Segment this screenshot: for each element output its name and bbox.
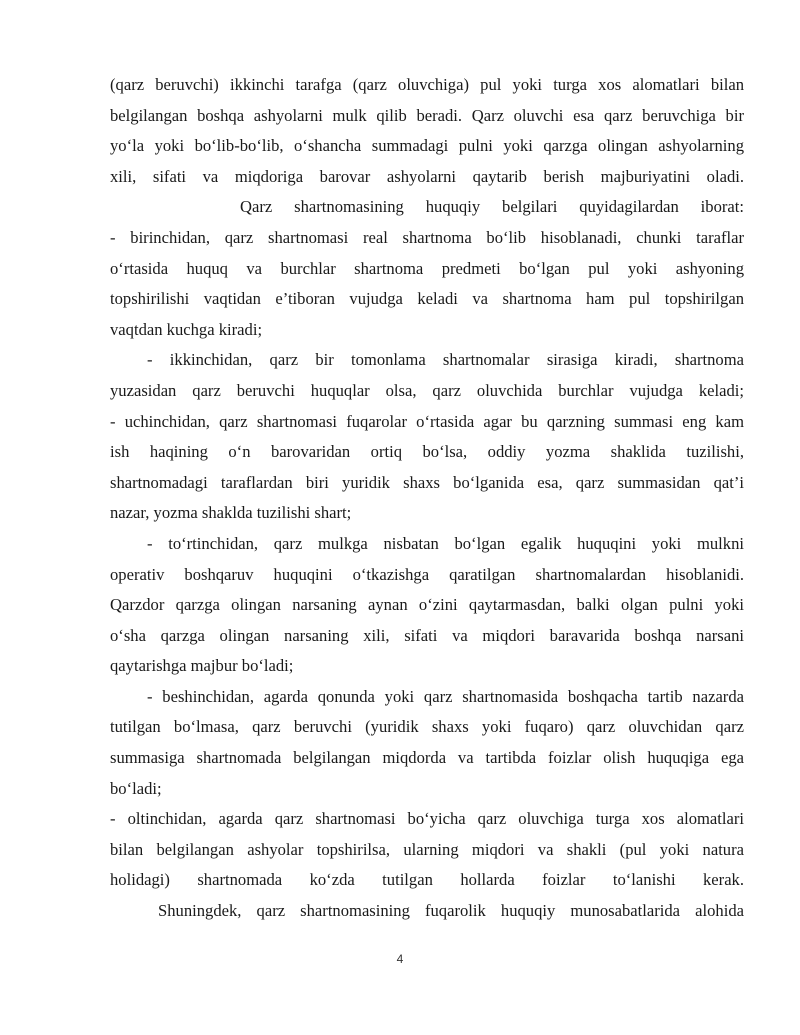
text-line: qaytarishga majbur bo‘ladi; [110, 656, 294, 676]
text-line: nazar, yozma shakldа tuzilishi shart; [110, 503, 352, 523]
text-line: (qarz beruvchi) ikkinchi tarafga (qarz oluvchiga) pul yoki turga xos alomatlari bilan [110, 75, 744, 94]
text-line: Shuningdek, qarz shartnomasining fuqarolik huquqiy munosabatlarida alohida [158, 901, 744, 921]
text-line: tutilgan bo‘lmasa, qarz beruvchi (yuridik shaxs yoki fuqaro) qarz oluvchidan qarz [110, 717, 744, 737]
page-number: 4 [396, 952, 404, 966]
body-text [110, 70, 744, 927]
text-line: belgilangan boshqa ashyolarni mulk qilib beradi. Qarz oluvchi esa qarz beruvchiga bir [110, 105, 744, 125]
text-line: operativ boshqaruv huquqini o‘tkazishga qaratilgan shartnomalardan hisoblanidi. [110, 564, 744, 584]
text-line: - oltinchidan, agarda qarz shartnomasi bo‘yicha qarz oluvchiga turga xos alomatlari [110, 809, 744, 829]
text-line: topshirilishi vaqtidan e’tiboran vujudga keladi va shartnoma ham pul topshirilgan [110, 289, 744, 309]
text-line: Qarz shartnomasining huquqiy belgilari quyidagilardan iborat: [240, 197, 744, 217]
text-line: holidagi) shartnomada ko‘zda tutilgan hollarda foizlar to‘lanishi kerak. [110, 870, 744, 890]
text-line: vaqtdan kuchga kiradi; [110, 319, 263, 339]
text-line: bo‘ladi; [110, 778, 162, 798]
text-line: Qarzdor qarzga olingan narsaning aynan o‘zini qaytarmasdan, balki olgan pulni yoki [110, 595, 744, 615]
text-line: ish haqining o‘n barovaridan ortiq bo‘lsa, oddiy yozma shaklida tuzilishi, [110, 442, 744, 462]
text-line: yuzasidan qarz beruvchi huquqlar olsa, qarz oluvchida burchlar vujudga keladi; [110, 380, 744, 400]
text-line: - to‘rtinchidan, qarz mulkga nisbatan bo‘lgan egalik huquqini yoki mulkni [147, 533, 744, 553]
text-line: bilan belgilangan ashyolar topshirilsa, ularning miqdori va shakli (pul yoki natura [110, 839, 744, 859]
text-line: o‘sha qarzga olingan narsaning xili, sifati va miqdori baravarida boshqa narsani [110, 625, 744, 645]
text-line: xili, sifati va miqdoriga barovar ashyolarni qaytarib berish majburiyatini oladi. [110, 166, 744, 186]
text-line: - birinchidan, qarz shartnomasi real shartnoma bo‘lib hisoblanadi, chunki taraflar [110, 227, 744, 247]
text-line: - uchinchidan, qarz shartnomasi fuqarolar o‘rtasida agar bu qarzning summasi eng kam [110, 411, 744, 431]
text-line: shartnomadagi taraflardan biri yuridik shaxs bo‘lganida esa, qarz summasidan qat’i [110, 472, 744, 492]
text-line: yo‘la yoki bo‘lib-bo‘lib, o‘shancha summadagi pulni yoki qarzga olingan ashyolarning [110, 136, 744, 156]
text-line: o‘rtasida huquq va burchlar shartnoma predmeti bo‘lgan pul yoki ashyoning [110, 258, 744, 278]
text-line: - beshinchidan, agarda qonunda yoki qarz shartnomasida boshqacha tartib nazarda [147, 686, 744, 706]
text-line: - ikkinchidan, qarz bir tomonlama shartnomalar sirasiga kiradi, shartnoma [147, 350, 744, 370]
text-line: summasiga shartnomada belgilangan miqdorda va tartibda foizlar olish huquqiga ega [110, 748, 744, 768]
